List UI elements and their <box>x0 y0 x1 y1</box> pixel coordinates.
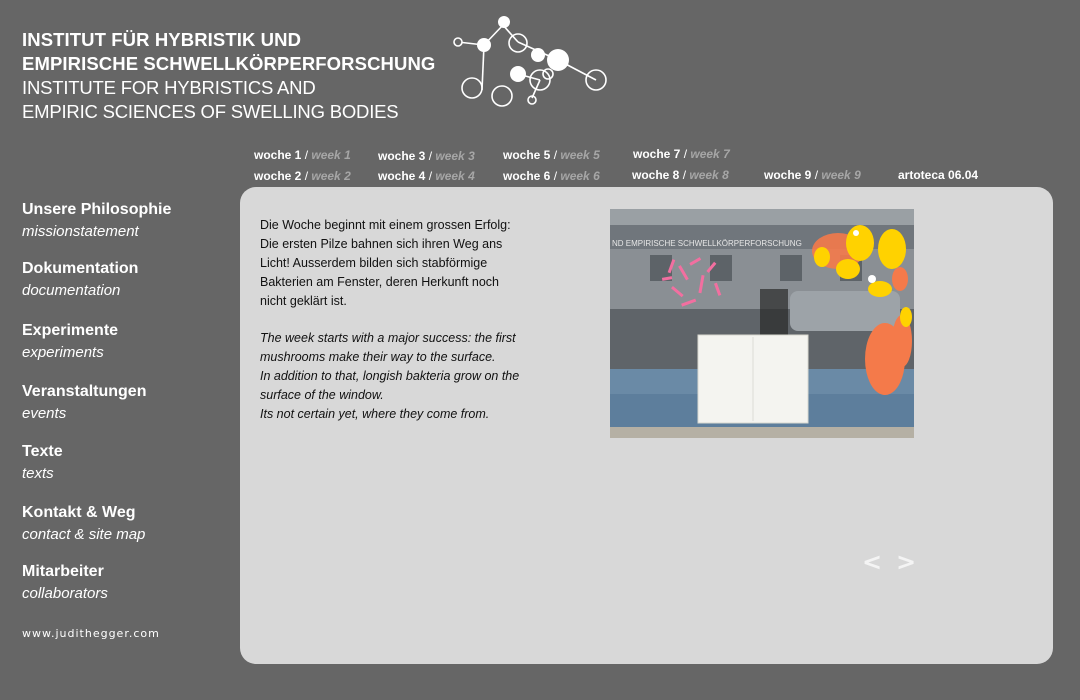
nav-experiments[interactable] <box>22 320 118 364</box>
nav-contact-en: contact & site map <box>22 526 146 543</box>
next-arrow[interactable]: > <box>896 548 917 576</box>
week-1-link[interactable] <box>254 148 351 162</box>
nav-philosophy-en: missionstatement <box>22 223 139 240</box>
site-url-link[interactable]: www.judithegger.com <box>22 627 160 640</box>
title-english-line-1: INSTITUTE FOR HYBRISTICS AND <box>22 77 316 98</box>
nav-experiments-de: Experimente <box>22 322 119 339</box>
week-7-de: woche 7 <box>633 147 681 161</box>
nav-documentation-de: Dokumentation <box>22 260 139 277</box>
nav-collaborators-en: collaborators <box>22 585 108 602</box>
week-separator: / <box>550 169 561 183</box>
week-3-de: woche 3 <box>378 149 426 163</box>
nav-texts-en: texts <box>22 465 54 482</box>
window-photo <box>610 209 914 438</box>
week-5-en: week 5 <box>560 148 600 162</box>
nav-events-de: Veranstaltungen <box>22 383 147 400</box>
week-2-en: week 2 <box>311 169 351 183</box>
nav-contact[interactable] <box>22 502 145 546</box>
institute-title <box>22 28 435 124</box>
nav-philosophy[interactable] <box>22 199 171 243</box>
week-6-de: woche 6 <box>503 169 551 183</box>
week-separator: / <box>679 168 690 182</box>
nav-documentation-en: documentation <box>22 282 121 299</box>
week-9-link[interactable] <box>764 168 861 182</box>
week-separator: / <box>550 148 561 162</box>
week-9-de: woche 9 <box>764 168 812 182</box>
week-9-en: week 9 <box>821 168 861 182</box>
week-separator: / <box>811 168 822 182</box>
week-separator: / <box>680 147 691 161</box>
week-8-en: week 8 <box>689 168 729 182</box>
nav-philosophy-de: Unsere Philosophie <box>22 201 172 218</box>
week-2-de: woche 2 <box>254 169 302 183</box>
nav-collaborators-de: Mitarbeiter <box>22 563 104 580</box>
molecule-logo-icon <box>448 12 610 110</box>
week-7-link[interactable] <box>633 147 730 161</box>
nav-events[interactable] <box>22 381 146 425</box>
nav-texts[interactable] <box>22 441 63 485</box>
title-english-line-2: EMPIRIC SCIENCES OF SWELLING BODIES <box>22 101 399 122</box>
week-1-en: week 1 <box>311 148 351 162</box>
week-5-link[interactable] <box>503 148 600 162</box>
week-separator: / <box>301 169 312 183</box>
week-6-en: week 6 <box>560 169 600 183</box>
photo-sign-text: ND EMPIRISCHE SCHWELLKÖRPERFORSCHUNG <box>612 239 802 248</box>
week-4-link[interactable] <box>378 169 475 183</box>
week-5-de: woche 5 <box>503 148 551 162</box>
week-4-en: week 4 <box>435 169 475 183</box>
title-german-line-1: INSTITUT FÜR HYBRISTIK UND <box>22 29 302 50</box>
nav-experiments-en: experiments <box>22 344 104 361</box>
prev-arrow[interactable]: < <box>862 548 883 576</box>
nav-collaborators[interactable] <box>22 561 108 605</box>
nav-texts-de: Texte <box>22 443 63 460</box>
week-7-en: week 7 <box>690 147 730 161</box>
week-8-de: woche 8 <box>632 168 680 182</box>
title-german-line-2: EMPIRISCHE SCHWELLKÖRPERFORSCHUNG <box>22 53 436 74</box>
artoteca-link[interactable]: artoteca 06.04 <box>898 168 979 182</box>
week-separator: / <box>425 149 436 163</box>
week-separator: / <box>301 148 312 162</box>
week-3-link[interactable] <box>378 149 475 163</box>
week-3-en: week 3 <box>435 149 475 163</box>
nav-documentation[interactable] <box>22 258 138 302</box>
window-photo-drawing <box>610 209 914 438</box>
week-2-link[interactable] <box>254 169 351 183</box>
week-text-english: The week starts with a major success: the first mushrooms make their way to the surface. In addition to that, longish bakteria grow on the surface of the window. Its not certain yet, where they come from. <box>260 331 520 421</box>
nav-events-en: events <box>22 405 67 422</box>
week-8-link[interactable] <box>632 168 729 182</box>
week-text-german: Die Woche beginnt mit einem grossen Erfolg: Die ersten Pilze bahnen sich ihren Weg ans Licht! Ausserdem bilden sich stabförmige Bakterien am Fenster, deren Herkunft noch nicht geklärt ist. <box>260 218 511 308</box>
week-1-de: woche 1 <box>254 148 302 162</box>
week-4-de: woche 4 <box>378 169 426 183</box>
week-separator: / <box>425 169 436 183</box>
week-6-link[interactable] <box>503 169 600 183</box>
nav-contact-de: Kontakt & Weg <box>22 504 136 521</box>
